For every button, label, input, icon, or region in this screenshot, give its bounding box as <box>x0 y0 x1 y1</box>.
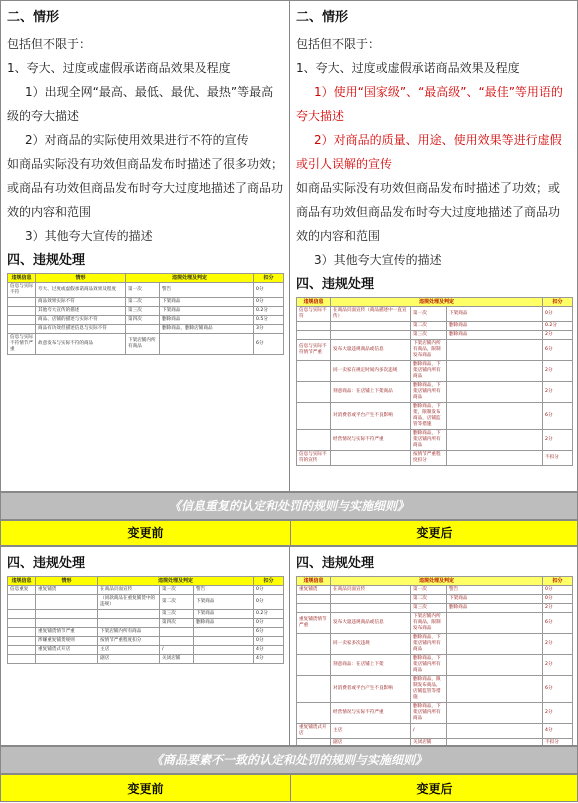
table-cell <box>297 322 331 331</box>
table-cell <box>297 655 331 676</box>
table-row <box>8 316 284 325</box>
before-label: 变更前 <box>127 782 164 796</box>
table-cell: （同款商品在重复铺货中的违规） <box>98 595 160 610</box>
table-cell: 下架店铺内所有商品 <box>126 334 160 355</box>
table-cell: 0分 <box>254 595 284 610</box>
table-cell: 在商品页面宣传（商品描述中一直宣传） <box>331 307 411 322</box>
table-cell <box>297 382 331 403</box>
table-cell: 6分 <box>543 613 573 634</box>
table-cell: 信息重复 <box>8 586 36 595</box>
table-cell: 刻意商品：在店铺上下架商品 <box>331 382 411 403</box>
rule-title-band-1: 《信息重复的认定和处罚的规则与实施细则》 <box>0 492 578 520</box>
table-cell <box>447 703 543 724</box>
panel-before-top <box>0 0 290 492</box>
table-cell <box>297 604 331 613</box>
violation-table-3 <box>7 576 284 664</box>
violation-table-1 <box>7 273 284 355</box>
table-cell: / <box>160 646 194 655</box>
sub-item-3: 3）其他夸大宣传的描述 <box>25 229 153 243</box>
table-cell <box>8 595 36 610</box>
table-cell <box>297 361 331 382</box>
table-cell: 夸大、过度或虚假承诺商品效果及程度 <box>36 283 126 298</box>
table-row <box>297 382 573 403</box>
table-cell: 4分 <box>254 655 284 664</box>
table-cell: 第二次 <box>126 298 160 307</box>
table-cell: 0分 <box>254 637 284 646</box>
table-cell <box>447 382 543 403</box>
table-row <box>297 403 573 430</box>
table-cell: 6分 <box>254 334 284 355</box>
table-cell <box>297 739 331 747</box>
table-cell: 故意发布与实际不符的商品 <box>36 334 126 355</box>
table-cell: 信息与实际不符情节严重 <box>8 334 36 355</box>
table-cell: 下架商品 <box>194 610 254 619</box>
item-1: 1、夸大、过度或虚假承诺商品效果及程度 <box>7 61 231 75</box>
table-cell: 0.2分 <box>543 322 573 331</box>
table-cell <box>36 655 98 664</box>
table-cell: 删除商品，下架店铺内所有商品 <box>411 382 447 403</box>
table-cell: 6分 <box>543 340 573 361</box>
table-cell: 6分 <box>543 403 573 430</box>
table-cell: 2分 <box>543 430 573 451</box>
table-cell: 商品有功效但描述信息与实际不符 <box>36 325 126 334</box>
sub-item-2-changed: 2）对商品的质量、用途、使用效果等进行虚假或引人误解的宣传 <box>296 133 562 171</box>
intro-text: 包括但不限于： <box>7 37 92 51</box>
table-cell: 第四次 <box>126 316 160 325</box>
table-cell <box>98 610 160 619</box>
table-cell: 经营情况与实际不符严重 <box>331 430 411 451</box>
table-row <box>8 325 284 334</box>
paragraph: 如商品实际没有功效但商品发布时描述了功效；或商品有功效但商品发布时夸大过度地描述了商品功效的内容和范围 <box>296 181 561 243</box>
table-cell: 第二次 <box>160 595 194 610</box>
table-cell <box>447 340 543 361</box>
table-cell: 2分 <box>543 703 573 724</box>
table-cell: 警告 <box>160 283 254 298</box>
th-score: 扣分 <box>254 577 284 586</box>
table-cell: 警告 <box>194 586 254 595</box>
table-cell: 信息与实际不符情节严重 <box>297 340 331 361</box>
table-cell: 第三次 <box>411 604 447 613</box>
table-cell <box>194 646 254 655</box>
table-cell: 6分 <box>543 676 573 703</box>
table-cell <box>331 451 411 466</box>
table-row <box>8 628 284 637</box>
table-cell <box>36 610 98 619</box>
th-score: 扣分 <box>543 577 573 586</box>
panel-before-mid <box>0 546 290 746</box>
table-cell <box>297 595 331 604</box>
table-cell <box>8 637 36 646</box>
table-cell: 第三次 <box>160 610 194 619</box>
table-row <box>297 724 573 739</box>
table-cell <box>36 595 98 610</box>
th-desc: 情形 <box>36 577 98 586</box>
table-cell: 第三次 <box>126 307 160 316</box>
th-info: 违规信息 <box>8 577 36 586</box>
table-row <box>8 307 284 316</box>
table-cell: 第一次 <box>411 586 447 595</box>
violation-table-2 <box>296 297 573 466</box>
table-cell: 删除商品，下架店铺内所有商品 <box>411 361 447 382</box>
table-cell: 在商品页面宣传 <box>331 586 411 595</box>
table-cell: 副店 <box>98 655 160 664</box>
table-cell: 按情节严重程度扣分 <box>411 451 447 466</box>
table-cell: 重复铺货 <box>297 586 331 595</box>
table-cell: 0分 <box>543 307 573 322</box>
table-cell <box>8 316 36 325</box>
table-cell <box>447 655 543 676</box>
table-cell <box>447 739 543 747</box>
table-cell: 关闭店铺 <box>411 739 447 747</box>
table-row <box>297 739 573 747</box>
table-cell: 下架店铺内所有商品 <box>98 628 160 637</box>
table-cell: 下架商品 <box>447 307 543 322</box>
table-cell <box>8 619 36 628</box>
table-cell <box>297 676 331 703</box>
table-cell: 重复铺货 <box>36 586 98 595</box>
table-cell: 第二次 <box>411 322 447 331</box>
table-cell: 删除商品，下架店铺内所有商品 <box>411 634 447 655</box>
table-cell <box>447 613 543 634</box>
table-cell <box>160 637 194 646</box>
th-proc: 违规处理及判定 <box>331 298 543 307</box>
table-cell: 对消费者或平台产生不良影响 <box>331 403 411 430</box>
table-cell: 2分 <box>543 604 573 613</box>
table-cell <box>297 703 331 724</box>
table-row <box>297 430 573 451</box>
table-cell: 商品效果实际不符 <box>36 298 126 307</box>
th-info: 违规信息 <box>297 298 331 307</box>
table-cell: 0.5分 <box>254 316 284 325</box>
table-row <box>8 283 284 298</box>
table-cell: 2分 <box>543 382 573 403</box>
table-cell: 同一卖家多次违规 <box>331 634 411 655</box>
section-heading: 二、情形 <box>7 10 60 25</box>
table-cell: 0分 <box>543 586 573 595</box>
table-cell: 重复铺货式开店 <box>36 646 98 655</box>
table-cell: 2分 <box>543 331 573 340</box>
table-cell <box>160 628 194 637</box>
table-cell: 删除商品 <box>194 619 254 628</box>
sub-item-1: 1）出现全网“最高、最低、最优、最热”等最高级的夸大描述 <box>7 85 274 123</box>
table-cell: 不扣分 <box>543 739 573 747</box>
table-cell: 信息与实际不符 <box>297 307 331 322</box>
table-cell: 下架店铺内所有商品，限制发布商品 <box>411 613 447 634</box>
section-heading-4: 四、违规处理 <box>7 253 86 268</box>
item-1: 1、夸大、过度或虚假承诺商品效果及程度 <box>296 61 520 75</box>
th-info: 违规信息 <box>8 274 36 283</box>
th-score: 扣分 <box>543 298 573 307</box>
table-cell <box>8 655 36 664</box>
table-cell <box>447 676 543 703</box>
table-row <box>8 646 284 655</box>
table-cell <box>194 637 254 646</box>
table-row <box>297 613 573 634</box>
table-cell: 下架商品 <box>447 595 543 604</box>
table-cell: 0分 <box>254 586 284 595</box>
table-cell: / <box>411 724 447 739</box>
table-cell: 警告 <box>447 586 543 595</box>
table-cell: 0分 <box>254 619 284 628</box>
table-row <box>8 610 284 619</box>
table-cell: 关闭店铺 <box>160 655 194 664</box>
table-row <box>297 586 573 595</box>
table-cell <box>331 604 411 613</box>
table-cell: 第一次 <box>126 283 160 298</box>
sub-item-3: 3）其他夸大宣传的描述 <box>314 253 442 267</box>
table-row <box>297 703 573 724</box>
table-cell: 其他夸大宣传的描述 <box>36 307 126 316</box>
table-cell: 信息与实际不符的宣传 <box>297 451 331 466</box>
section-heading-4: 四、违规处理 <box>296 277 375 292</box>
table-cell: 下架商品 <box>194 595 254 610</box>
table-cell: 主店 <box>98 646 160 655</box>
table-cell: 6分 <box>254 628 284 637</box>
table-cell: 发布大量违规商品或信息 <box>331 613 411 634</box>
table-cell <box>8 646 36 655</box>
table-cell: 4分 <box>254 646 284 655</box>
table-cell <box>8 307 36 316</box>
table-cell: 不扣分 <box>543 451 573 466</box>
table-cell: 删除商品 <box>160 316 254 325</box>
table-cell: 对消费者或平台产生不良影响 <box>331 676 411 703</box>
table-cell: 下架商品 <box>160 307 254 316</box>
th-proc: 违规处理及判定 <box>331 577 543 586</box>
table-cell <box>8 628 36 637</box>
table-cell <box>194 628 254 637</box>
th-proc: 违规处理及判定 <box>98 577 254 586</box>
table-cell: 2分 <box>543 361 573 382</box>
paragraph: 如商品实际没有功效但商品发布时描述了很多功效；或商品有功效但商品发布时夸大过度地描述了商品功效的内容和范围 <box>7 157 284 219</box>
table-cell: 下架店铺内所有商品，限制发布商品 <box>411 340 447 361</box>
table-cell: 0分 <box>254 283 284 298</box>
change-header-band-1 <box>0 520 578 546</box>
th-score: 扣分 <box>254 274 284 283</box>
table-cell: 同一卖家在规定时间内多次违规 <box>331 361 411 382</box>
table-cell: 删除商品 <box>447 331 543 340</box>
table-cell <box>331 595 411 604</box>
th-proc: 违规处理及判定 <box>126 274 254 283</box>
table-cell <box>160 334 254 355</box>
intro-text: 包括但不限于： <box>296 37 381 51</box>
table-row <box>297 340 573 361</box>
panel-after-top <box>289 0 578 492</box>
table-cell: 信息与实际不符 <box>8 283 36 298</box>
table-row <box>297 361 573 382</box>
table-row <box>297 604 573 613</box>
table-cell: 2分 <box>543 655 573 676</box>
table-row <box>8 334 284 355</box>
table-cell: 0.2分 <box>254 307 284 316</box>
table-cell <box>8 610 36 619</box>
table-cell: 副店 <box>331 739 411 747</box>
table-row <box>297 307 573 322</box>
table-cell: 删除商品，下架店铺内所有商品 <box>411 430 447 451</box>
after-label: 变更后 <box>416 526 453 540</box>
table-row <box>297 331 573 340</box>
table-row <box>8 637 284 646</box>
table-row <box>8 595 284 610</box>
table-row <box>297 595 573 604</box>
table-row <box>297 655 573 676</box>
panel-after-mid <box>289 546 578 746</box>
table-cell <box>98 619 160 628</box>
table-row <box>8 586 284 595</box>
violation-table-4 <box>296 576 573 746</box>
table-cell: 删除商品，删除店铺商品 <box>160 325 254 334</box>
after-label: 变更后 <box>416 782 453 796</box>
table-cell: 商品、店铺的描述与实际不符 <box>36 316 126 325</box>
table-cell <box>36 619 98 628</box>
table-row <box>8 298 284 307</box>
table-cell: 删除商品，限制发布商品，店铺监管等措施 <box>411 676 447 703</box>
table-cell: 在商品页面宣传 <box>98 586 160 595</box>
table-cell: 刻意商品：在店铺上下架 <box>331 655 411 676</box>
th-desc: 情形 <box>36 274 126 283</box>
table-cell: 0分 <box>254 298 284 307</box>
table-cell: 删除商品 <box>447 604 543 613</box>
table-cell: 0.2分 <box>254 610 284 619</box>
table-cell: 2分 <box>543 634 573 655</box>
table-cell <box>194 655 254 664</box>
table-cell: 重复铺货式开店 <box>297 724 331 739</box>
table-row <box>8 655 284 664</box>
table-cell: 第一次 <box>160 586 194 595</box>
table-cell <box>8 325 36 334</box>
table-cell: 0分 <box>543 595 573 604</box>
table-cell <box>447 403 543 430</box>
table-cell <box>297 331 331 340</box>
table-cell: 删除商品 <box>447 322 543 331</box>
table-cell <box>447 634 543 655</box>
table-cell: 下架商品 <box>160 298 254 307</box>
table-cell <box>447 361 543 382</box>
th-info: 违规信息 <box>297 577 331 586</box>
table-cell: 删除商品，下架店铺内所有商品 <box>411 655 447 676</box>
table-cell <box>447 430 543 451</box>
table-cell <box>297 430 331 451</box>
table-cell: 重复铺货情节严重 <box>36 628 98 637</box>
table-row <box>297 676 573 703</box>
table-row <box>8 619 284 628</box>
table-cell: 按情节严重程度扣分 <box>98 637 160 646</box>
table-cell: 3分 <box>254 325 284 334</box>
table-row <box>297 451 573 466</box>
table-cell <box>8 298 36 307</box>
table-cell: 涉嫌重复铺货规则 <box>36 637 98 646</box>
table-cell <box>447 451 543 466</box>
sub-item-1-changed: 1）使用“国家级”、“最高级”、“最佳”等用语的夸大描述 <box>296 85 563 123</box>
table-cell <box>331 322 411 331</box>
rule-title-band-2: 《商品要素不一致的认定和处罚的规则与实施细则》 <box>0 746 578 774</box>
table-cell: 主店 <box>331 724 411 739</box>
table-cell <box>297 634 331 655</box>
table-cell: 第四次 <box>160 619 194 628</box>
table-cell: 第一次 <box>411 307 447 322</box>
sub-item-2: 2）对商品的实际使用效果进行不符的宣传 <box>25 133 249 147</box>
table-row <box>297 634 573 655</box>
table-row <box>297 322 573 331</box>
table-cell: 经营情况与实际不符严重 <box>331 703 411 724</box>
table-cell: 删除商品，下架店铺内所有商品 <box>411 703 447 724</box>
table-cell: 发布大量违规商品或信息 <box>331 340 411 361</box>
table-cell: 4分 <box>543 724 573 739</box>
table-cell: 重复铺货情节严重 <box>297 613 331 634</box>
table-cell <box>126 325 160 334</box>
table-cell <box>331 331 411 340</box>
table-cell: 删除商品，下架，限制发布商品，店铺监管等措施 <box>411 403 447 430</box>
table-cell: 第二次 <box>411 595 447 604</box>
section-heading-4: 四、违规处理 <box>7 556 86 571</box>
table-cell <box>297 403 331 430</box>
table-cell: 第三次 <box>411 331 447 340</box>
section-heading: 二、情形 <box>296 10 349 25</box>
section-heading-4: 四、违规处理 <box>296 556 375 571</box>
table-cell <box>447 724 543 739</box>
change-header-band-2 <box>0 774 578 802</box>
before-label: 变更前 <box>127 526 164 540</box>
